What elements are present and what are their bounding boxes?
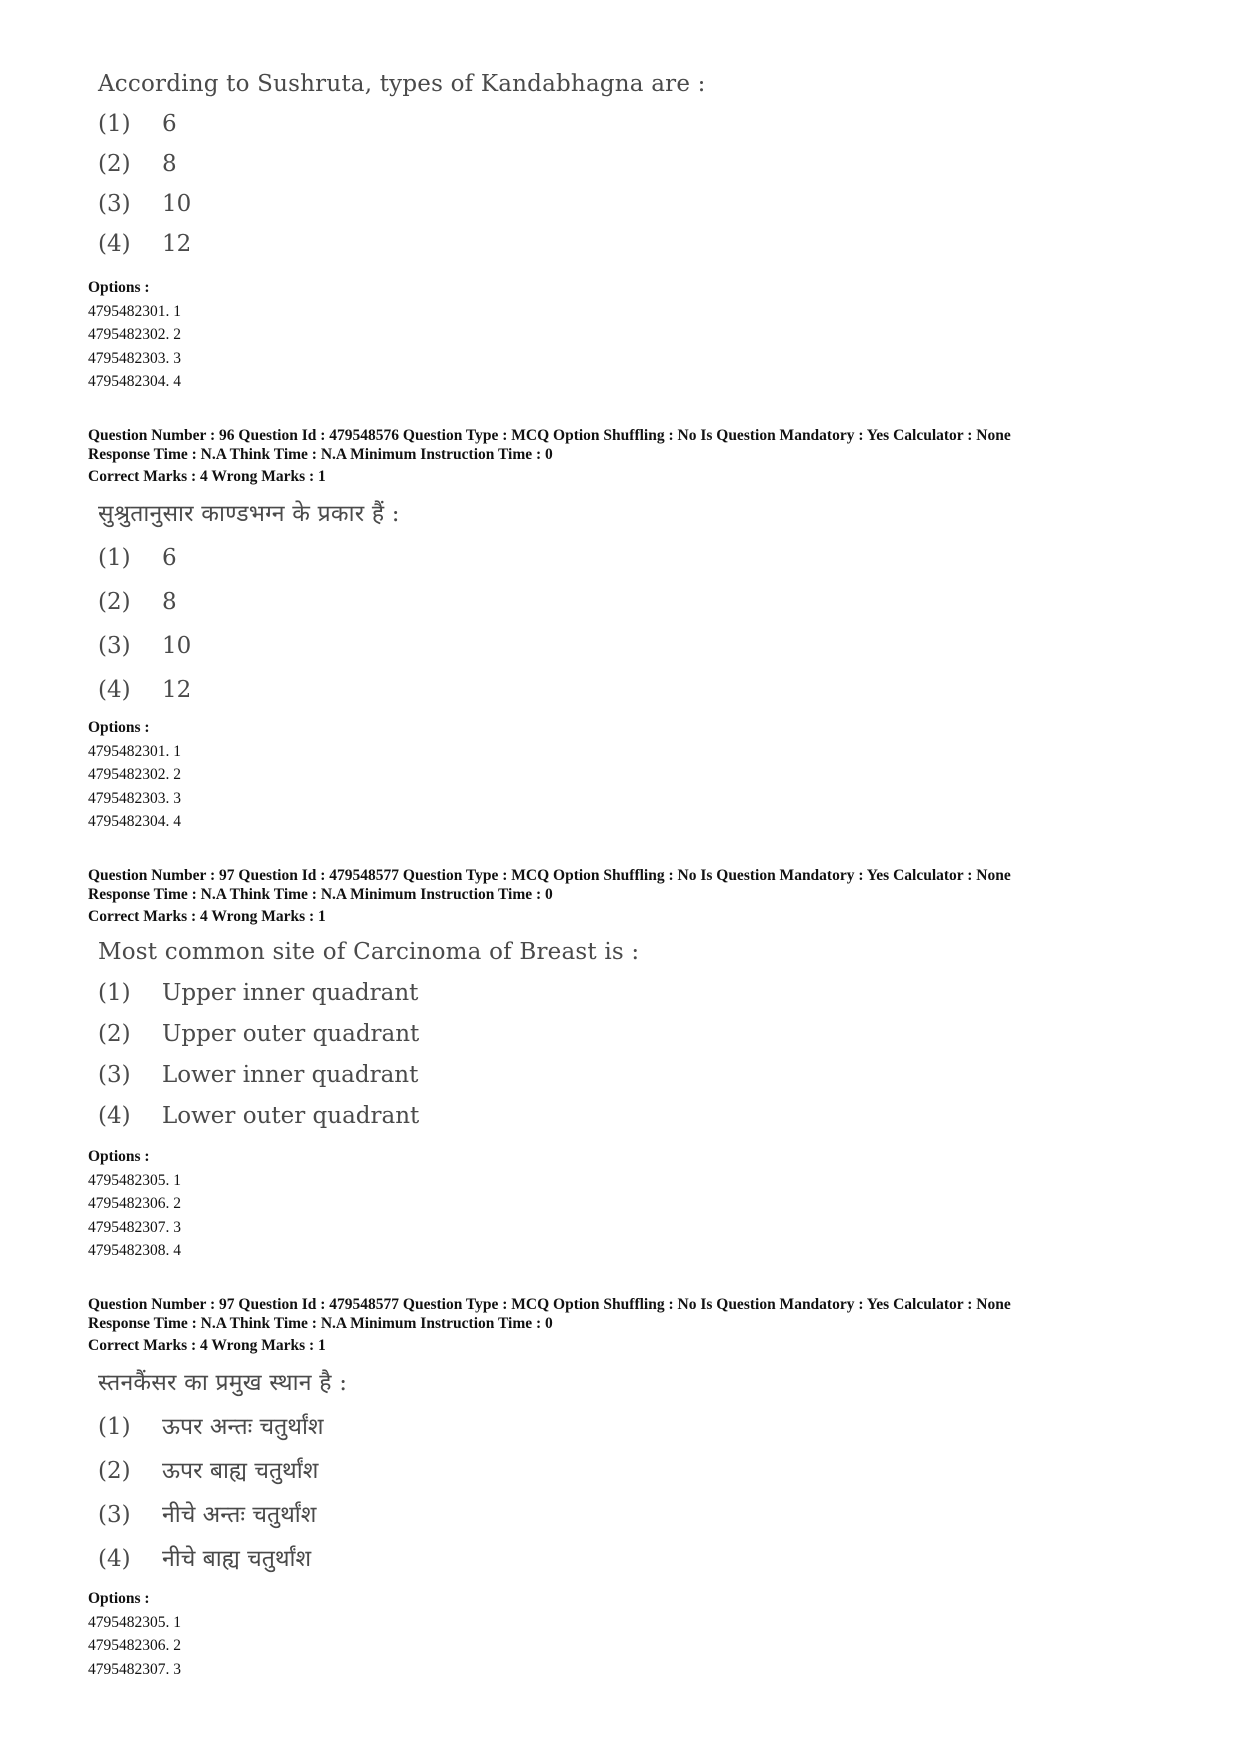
answer-choice — [98, 224, 1168, 264]
choice-number: (2) — [98, 1021, 131, 1047]
question-text: Most common site of Carcinoma of Breast is : — [98, 939, 640, 965]
options-header: Options : — [88, 1590, 150, 1607]
question-image — [88, 492, 1168, 712]
question-marks: Correct Marks : 4 Wrong Marks : 1 — [88, 908, 326, 925]
option-id: 4795482304. 4 — [88, 373, 181, 390]
answer-choice — [98, 580, 1168, 624]
answer-choice — [98, 184, 1168, 224]
options-list — [88, 276, 1168, 394]
choice-text: 12 — [162, 677, 192, 703]
choice-number: (4) — [98, 231, 131, 257]
option-id: 4795482305. 1 — [88, 1613, 181, 1631]
options-header: Options : — [88, 1148, 150, 1165]
answer-choice — [98, 973, 1168, 1014]
answer-choice — [98, 1493, 1168, 1537]
choice-text: Upper inner quadrant — [162, 980, 419, 1006]
option-id: 4795482301. 1 — [88, 302, 181, 320]
option-id: 4795482303. 3 — [88, 349, 181, 367]
answer-choice — [98, 104, 1168, 144]
option-id: 4795482305. 1 — [88, 1171, 181, 1189]
choice-text: 8 — [162, 589, 177, 615]
question-marks: Correct Marks : 4 Wrong Marks : 1 — [88, 1337, 326, 1354]
question-meta-line1: Question Number : 97 Question Id : 479548577 Question Type : MCQ Option Shuffling : No Is Question Mandatory : Yes Calculator : None — [88, 1296, 1011, 1313]
choice-text: 6 — [162, 545, 177, 571]
question-block — [88, 426, 1168, 834]
choice-number: (2) — [98, 151, 131, 177]
question-meta — [88, 1295, 1168, 1355]
question-image — [88, 64, 1168, 264]
options-header: Options : — [88, 279, 150, 296]
choice-text: 12 — [162, 231, 192, 257]
question-image — [88, 1361, 1168, 1581]
answer-choice — [98, 1537, 1168, 1581]
choice-number: (3) — [98, 191, 131, 217]
question-meta-line2: Response Time : N.A Think Time : N.A Minimum Instruction Time : 0 — [88, 1315, 553, 1332]
option-id: 4795482304. 4 — [88, 813, 181, 830]
answer-choice — [98, 144, 1168, 184]
option-id: 4795482303. 3 — [88, 789, 181, 807]
choice-number: (2) — [98, 589, 131, 615]
question-meta — [88, 866, 1168, 926]
question-meta — [88, 426, 1168, 486]
choice-number: (3) — [98, 1502, 131, 1528]
option-id: 4795482308. 4 — [88, 1242, 181, 1259]
choice-number: (2) — [98, 1458, 131, 1484]
choice-text: ऊपर अन्तः चतुर्थांश — [162, 1414, 324, 1440]
options-list — [88, 1145, 1168, 1263]
option-id: 4795482307. 3 — [88, 1218, 181, 1236]
option-id: 4795482302. 2 — [88, 326, 181, 343]
question-text: स्तनकैंसर का प्रमुख स्थान है : — [98, 1370, 348, 1396]
choice-number: (1) — [98, 545, 131, 571]
options-list — [88, 716, 1168, 834]
choice-number: (1) — [98, 1414, 131, 1440]
option-id: 4795482301. 1 — [88, 742, 181, 760]
choice-text: Upper outer quadrant — [162, 1021, 420, 1047]
answer-choice — [98, 624, 1168, 668]
choice-text: 6 — [162, 111, 177, 137]
question-meta-line2: Response Time : N.A Think Time : N.A Minimum Instruction Time : 0 — [88, 446, 553, 463]
question-marks: Correct Marks : 4 Wrong Marks : 1 — [88, 468, 326, 485]
choice-number: (3) — [98, 1062, 131, 1088]
choice-text: 10 — [162, 633, 192, 659]
answer-choice — [98, 668, 1168, 712]
option-id: 4795482307. 3 — [88, 1660, 181, 1678]
answer-choice — [98, 536, 1168, 580]
question-block — [88, 1295, 1168, 1681]
choice-number: (4) — [98, 677, 131, 703]
question-meta-line1: Question Number : 97 Question Id : 479548577 Question Type : MCQ Option Shuffling : No Is Question Mandatory : Yes Calculator : None — [88, 867, 1011, 884]
choice-text: 10 — [162, 191, 192, 217]
answer-choice — [98, 1096, 1168, 1137]
choice-number: (1) — [98, 111, 131, 137]
answer-choice — [98, 1449, 1168, 1493]
answer-choice — [98, 1014, 1168, 1055]
choice-text: 8 — [162, 151, 177, 177]
question-image — [88, 932, 1168, 1137]
choice-number: (4) — [98, 1103, 131, 1129]
choice-number: (3) — [98, 633, 131, 659]
option-id: 4795482306. 2 — [88, 1195, 181, 1212]
answer-choice — [98, 1405, 1168, 1449]
answer-choice — [98, 1055, 1168, 1096]
options-list — [88, 1587, 1168, 1681]
question-meta-line2: Response Time : N.A Think Time : N.A Minimum Instruction Time : 0 — [88, 886, 553, 903]
choice-text: Lower outer quadrant — [162, 1103, 420, 1129]
choice-number: (4) — [98, 1546, 131, 1572]
option-id: 4795482302. 2 — [88, 766, 181, 783]
options-header: Options : — [88, 719, 150, 736]
choice-number: (1) — [98, 980, 131, 1006]
choice-text: नीचे बाह्य चतुर्थांश — [162, 1546, 312, 1572]
question-text: According to Sushruta, types of Kandabhagna are : — [98, 71, 706, 97]
choice-text: नीचे अन्तः चतुर्थांश — [162, 1502, 317, 1528]
choice-text: Lower inner quadrant — [162, 1062, 419, 1088]
question-block — [88, 64, 1168, 394]
option-id: 4795482306. 2 — [88, 1637, 181, 1654]
question-text: सुश्रुतानुसार काण्डभग्न के प्रकार हैं : — [98, 501, 400, 527]
question-block — [88, 866, 1168, 1263]
question-meta-line1: Question Number : 96 Question Id : 479548576 Question Type : MCQ Option Shuffling : No Is Question Mandatory : Yes Calculator : None — [88, 427, 1011, 444]
choice-text: ऊपर बाह्य चतुर्थांश — [162, 1458, 319, 1484]
